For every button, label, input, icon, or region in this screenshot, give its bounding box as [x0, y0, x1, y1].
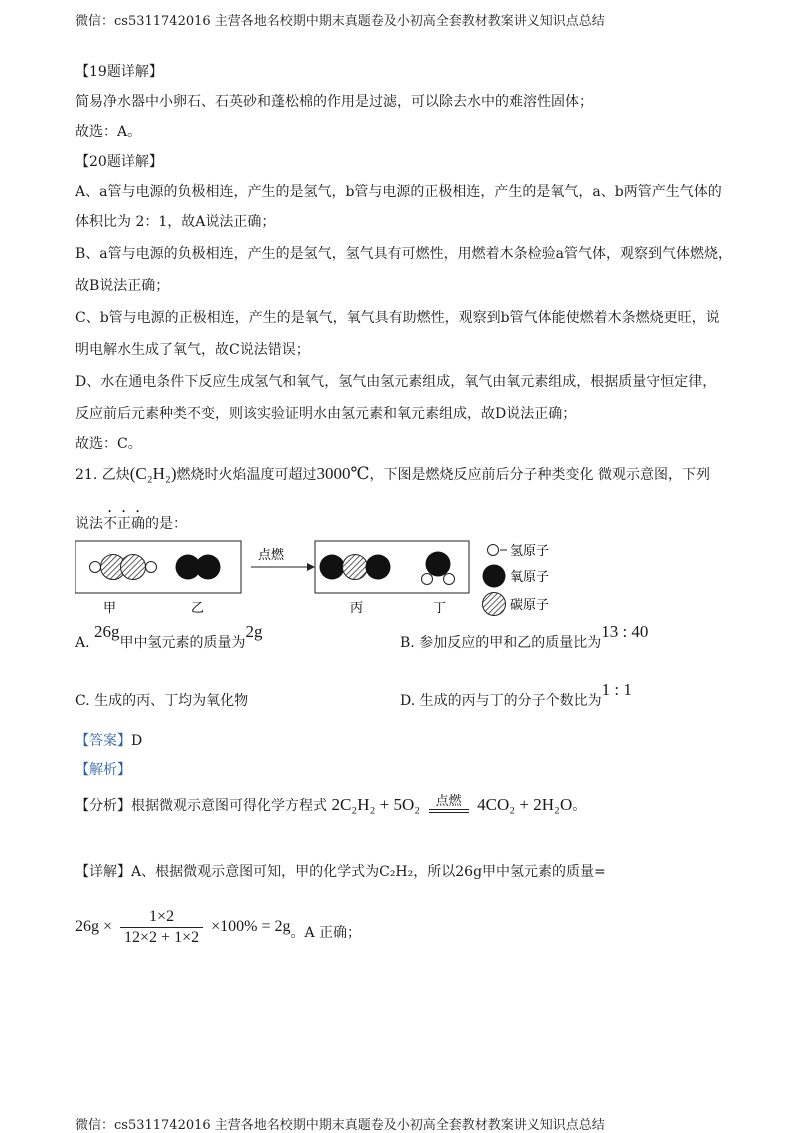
- answer-value: D: [131, 733, 143, 749]
- legend-h-label: 氢原子: [510, 544, 550, 559]
- molecule-diagram: [75, 540, 595, 620]
- option-a-value2: 2g: [245, 622, 263, 641]
- option-b-text: B. 参加反应的甲和乙的质量比为: [400, 635, 602, 651]
- answer-line: [75, 731, 142, 751]
- equation-rhs: 4CO₂ + 2H₂O: [477, 795, 573, 814]
- option-b[interactable]: [400, 622, 649, 652]
- q19-answer: 故选：A。: [75, 124, 142, 140]
- equation-condition-label: 点燃: [435, 794, 462, 809]
- calc-prefix: 26g ×: [75, 918, 113, 936]
- legend-h-icon: [488, 545, 499, 556]
- calc-end: 。A 正确；: [290, 925, 362, 942]
- q20-a2: 体积比为 2：1，故A说法正确；: [75, 214, 276, 230]
- arrow-head-icon: [307, 563, 315, 571]
- q20-a1: A、a管与电源的负极相连，产生的是氢气，b管与电源的正极相连，产生的是氧气，a、b两管产生气体的: [75, 184, 722, 200]
- h-atom: [90, 562, 101, 573]
- calc-denominator: 12×2 + 1×2: [124, 929, 200, 946]
- label-bing: 丙: [350, 601, 364, 616]
- q20-c1: C、b管与电源的正极相连，产生的是氧气，氧气具有助燃性，观察到b管气体能使燃着木条燃烧更旺，说: [75, 310, 720, 326]
- c-atom: [343, 555, 368, 580]
- o-atom: [320, 555, 345, 580]
- xiangjie-line: [75, 862, 606, 882]
- q21-stem-line2: [75, 508, 187, 534]
- h-atom: [422, 574, 433, 585]
- analysis-tag: 【解析】: [75, 762, 131, 778]
- h-atom: [146, 562, 157, 573]
- q20-d2: 反应前后元素种类不变，则该实验证明水由氢元素和氧元素组成，故D说法正确；: [75, 406, 577, 422]
- option-a-prefix: A.: [75, 635, 90, 651]
- q19-title: 【19题详解】: [75, 64, 163, 80]
- o-atom: [426, 552, 451, 577]
- q20-title: 【20题详解】: [75, 154, 163, 170]
- xiangjie-tag: 【详解】: [75, 864, 131, 880]
- q20-answer: 故选：C。: [75, 436, 142, 452]
- arrow-label: 点燃: [258, 548, 285, 563]
- calc-fraction: [120, 907, 203, 948]
- c-atom: [121, 555, 146, 580]
- q21-stem: [75, 464, 710, 485]
- q21-formula: (C₂H₂): [129, 464, 177, 483]
- q19-line1: 简易净水器中小卵石、石英砂和蓬松棉的作用是过滤，可以除去水中的难溶性固体；: [75, 94, 593, 110]
- legend-c-label: 碳原子: [510, 598, 550, 613]
- equation-lhs: 2C₂H₂ + 5O₂: [331, 795, 421, 814]
- equation-equals-sign: [429, 809, 469, 813]
- legend-o-icon: [483, 565, 506, 588]
- option-d-value: 1 : 1: [601, 680, 632, 699]
- page-footer: 微信：cs5311742016 主营各地名校期中期末真题卷及小初高全套教材教案讲义知识点总结: [75, 1118, 605, 1133]
- option-c[interactable]: [75, 690, 248, 710]
- label-jia: 甲: [103, 601, 117, 616]
- page-header: 微信：cs5311742016 主营各地名校期中期末真题卷及小初高全套教材教案讲义知识点总结: [75, 14, 605, 29]
- equation-end: 。: [572, 798, 587, 814]
- fenxi-line: [75, 792, 586, 819]
- calc-line: [75, 907, 361, 948]
- option-a[interactable]: [75, 622, 263, 652]
- option-d[interactable]: [400, 680, 632, 710]
- o-atom: [366, 555, 391, 580]
- option-a-text: 甲中氢元素的质量为: [119, 635, 246, 651]
- legend-o-label: 氧原子: [510, 570, 550, 585]
- xiangjie-text: A、根据微观示意图可知，甲的化学式为C₂H₂，所以26g甲中氢元素的质量=: [131, 864, 606, 880]
- equation-condition: [429, 795, 469, 819]
- q20-c2: 明电解水生成了氧气，故C说法错误；: [75, 342, 310, 358]
- option-a-value1: 26g: [94, 622, 120, 641]
- option-b-value: 13 : 40: [601, 622, 649, 641]
- answer-tag: 【答案】: [75, 733, 131, 749]
- q20-b2: 故B说法正确；: [75, 278, 170, 294]
- q20-b1: B、a管与电源的负极相连，产生的是氢气，氢气具有可燃性，用燃着木条检验a管气体，观察到气体燃烧，: [75, 246, 732, 262]
- calc-suffix: ×100% = 2g: [211, 918, 291, 936]
- q21-line2a: 说法: [75, 516, 103, 532]
- h-atom: [444, 574, 455, 585]
- legend-c-icon: [483, 593, 506, 616]
- q21-num: 21. 乙炔: [75, 467, 130, 483]
- option-c-text: C. 生成的丙、丁均为氧化物: [75, 693, 249, 709]
- q20-d1: D、水在通电条件下反应生成氢气和氧气，氢气由氢元素组成，氧气由氧元素组成，根据质量守恒定律，: [75, 374, 717, 390]
- label-yi: 乙: [191, 601, 205, 616]
- q21-mid: 燃烧时火焰温度可超过: [176, 467, 317, 483]
- q21-line2b-emphasis: 不正确: [103, 516, 145, 532]
- fenxi-text: 根据微观示意图可得化学方程式: [131, 798, 327, 814]
- option-d-text: D. 生成的丙与丁的分子个数比为: [400, 693, 602, 709]
- o-atom: [196, 555, 221, 580]
- q21-temp: 3000℃: [316, 464, 370, 483]
- q21-line2c: 的是：: [145, 516, 187, 532]
- calc-numerator: 1×2: [120, 907, 203, 928]
- fenxi-tag: 【分析】: [75, 798, 131, 814]
- q21-tail: ，下图是燃烧反应前后分子种类变化 微观示意图，下列: [369, 467, 710, 483]
- label-ding: 丁: [433, 601, 447, 616]
